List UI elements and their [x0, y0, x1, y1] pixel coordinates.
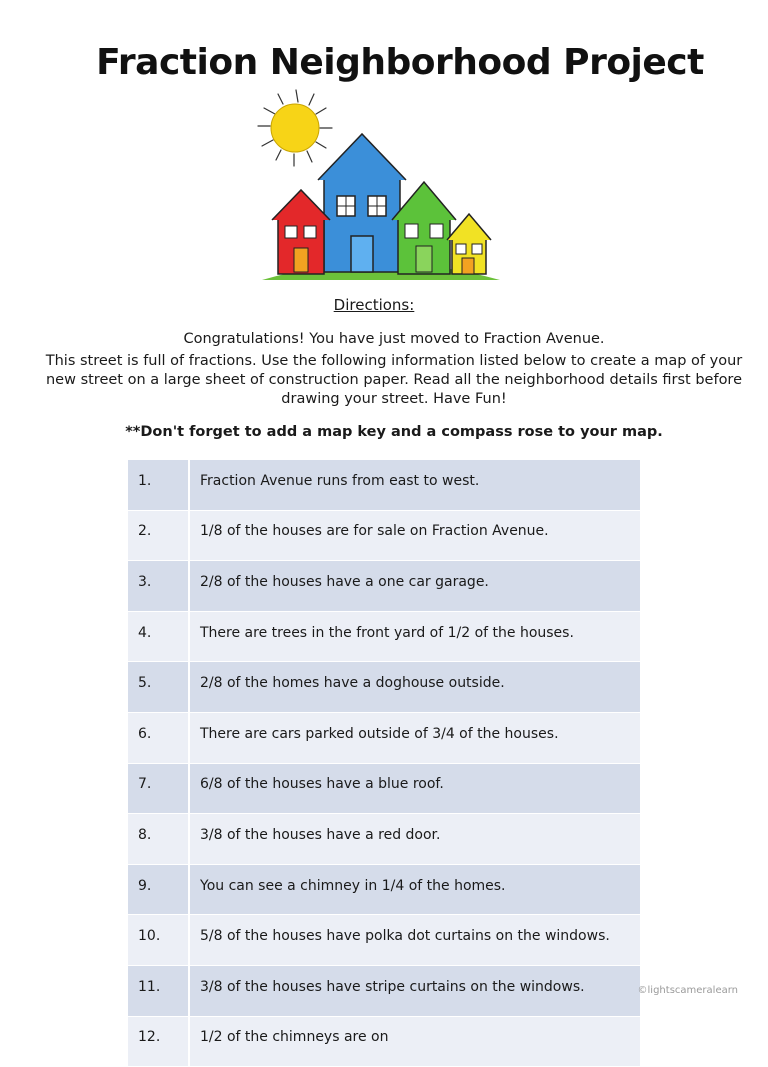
rule-number: 2.: [128, 510, 189, 561]
blue-house: [318, 134, 406, 272]
rule-text: Fraction Avenue runs from east to west.: [189, 460, 640, 510]
directions-heading: Directions:: [333, 296, 415, 314]
red-house: [272, 190, 330, 274]
rule-number: 1.: [128, 460, 189, 510]
intro-paragraph: This street is full of fractions. Use the following information listed below to create a map of your new street on a large sheet of construction paper. Read all the neighborhood details first before drawing your street. Have Fun!: [45, 353, 743, 407]
rule-number: 8.: [128, 814, 189, 865]
rule-text: 1/2 of the chimneys are on: [189, 1016, 640, 1067]
intro-text: [40, 330, 748, 409]
map-key-reminder: **Don't forget to add a map key and a compass rose to your map.: [125, 424, 663, 440]
rule-text: 5/8 of the houses have polka dot curtains on the windows.: [189, 915, 640, 966]
rule-text: 2/8 of the homes have a doghouse outside.: [189, 662, 640, 713]
copyright-credit: ©lightscameralearn: [637, 985, 738, 996]
sun-icon: [258, 90, 332, 166]
table-row: [128, 915, 640, 966]
rule-text: 6/8 of the houses have a blue roof.: [189, 763, 640, 814]
yellow-house: [447, 214, 491, 274]
rule-text: 3/8 of the houses have a red door.: [189, 814, 640, 865]
rule-text: There are trees in the front yard of 1/2 of the houses.: [189, 611, 640, 662]
table-row: [128, 965, 640, 1016]
rule-text: 1/8 of the houses are for sale on Fraction Avenue.: [189, 510, 640, 561]
rule-number: 9.: [128, 864, 189, 915]
table-row: [128, 611, 640, 662]
page-title: Fraction Neighborhood Project: [96, 42, 704, 83]
table-row: [128, 510, 640, 561]
rule-text: You can see a chimney in 1/4 of the homes.: [189, 864, 640, 915]
rule-number: 3.: [128, 561, 189, 612]
rule-number: 7.: [128, 763, 189, 814]
table-row: [128, 814, 640, 865]
table-row: [128, 712, 640, 763]
intro-line: Congratulations! You have just moved to Fraction Avenue.: [183, 331, 605, 347]
table-row: [128, 763, 640, 814]
rule-number: 10.: [128, 915, 189, 966]
rule-text: 3/8 of the houses have stripe curtains on the windows.: [189, 965, 640, 1016]
neighborhood-rules-table: [128, 460, 640, 1067]
rule-text: There are cars parked outside of 3/4 of the houses.: [189, 712, 640, 763]
table-row: [128, 460, 640, 510]
rule-number: 5.: [128, 662, 189, 713]
houses-illustration: [248, 86, 510, 284]
table-row: [128, 662, 640, 713]
green-house: [392, 182, 456, 274]
rule-number: 6.: [128, 712, 189, 763]
rule-text: 2/8 of the houses have a one car garage.: [189, 561, 640, 612]
table-row: [128, 864, 640, 915]
rule-number: 11.: [128, 965, 189, 1016]
table-row: [128, 561, 640, 612]
rule-number: 12.: [128, 1016, 189, 1067]
rule-number: 4.: [128, 611, 189, 662]
